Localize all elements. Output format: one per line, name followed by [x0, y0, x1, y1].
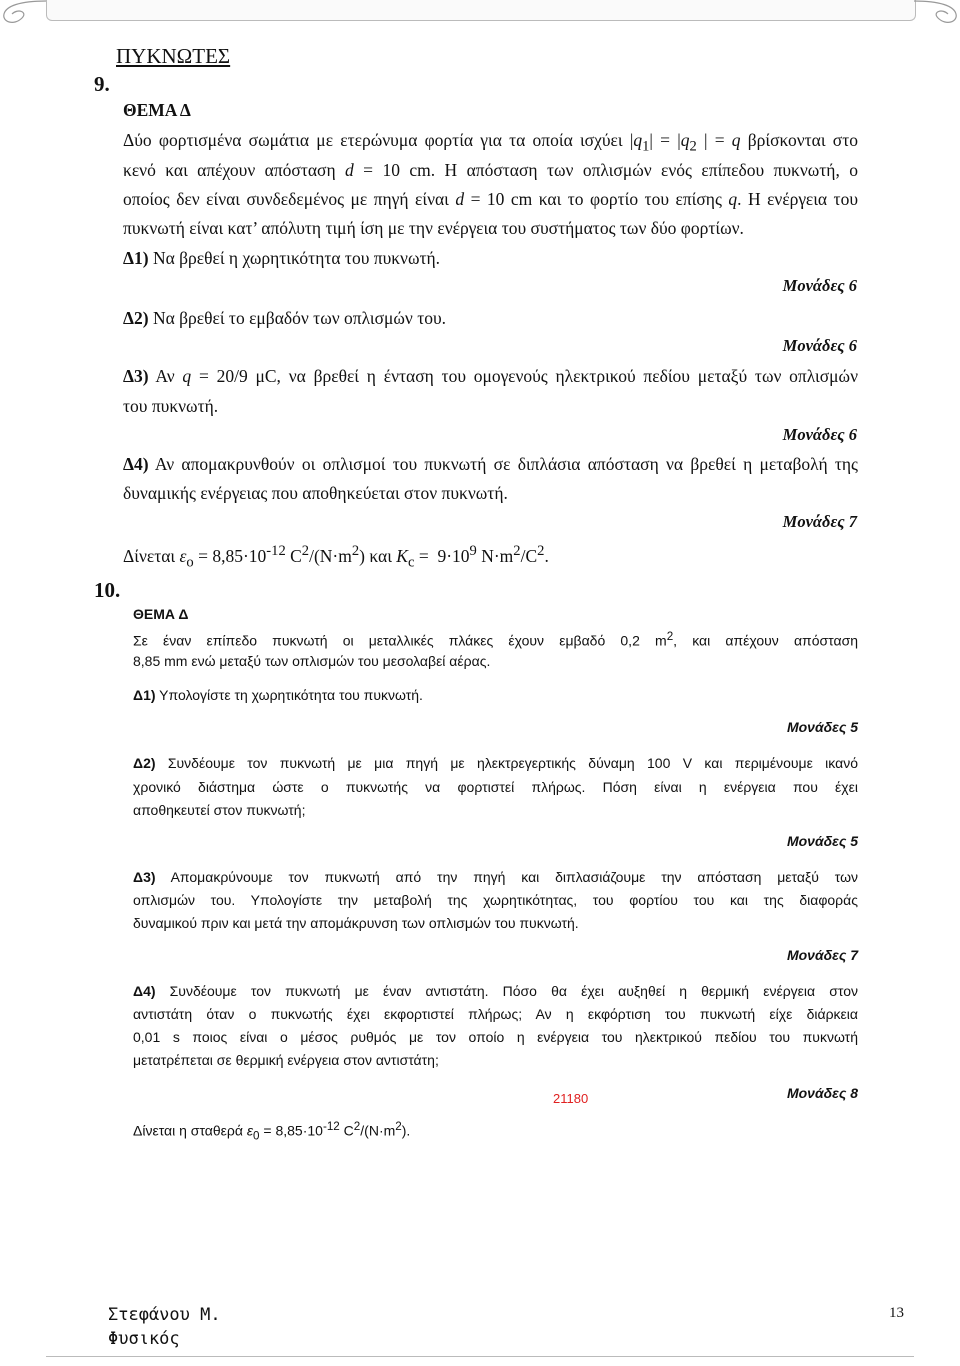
ex10-red-code: 21180 — [553, 1091, 589, 1106]
ex10-d3-line2: οπλισμών του. Υπολογίστε την μεταβολή της χωρητικότητας, του φορτίου του και της διαφοράς — [133, 892, 858, 908]
ex10-marks-d1: Μονάδες 5 — [786, 719, 858, 735]
page-curl-right-icon — [914, 0, 960, 30]
ex9-intro-line1: Δύο φορτισμένα σωμάτια με ετερώνυμα φορτία για τα οποία ισχύει $|q_1| = |q_2$ | = q βρίσκονται στο — [123, 130, 858, 155]
ex10-d4-line1: Δ4) Συνδέουμε τον πυκνωτή με έναν αντιστάτη. Πόσο θα έχει αυξηθεί η θερμική ενέργεια στον — [133, 983, 858, 999]
ex10-d4-line3: 0,01 s ποιος είναι ο μέσος ρυθμός με τον οποίο η ενέργεια του ηλεκτρικού πεδίου του πυκνωτή — [133, 1029, 858, 1045]
ex9-intro-line2: κενό και απέχουν απόσταση d = 10 cm. Η απόσταση των οπλισμών ενός επίπεδου πυκνωτή, ο — [123, 160, 858, 180]
ex10-marks-d2: Μονάδες 5 — [786, 833, 858, 849]
page-frame-top — [46, 0, 916, 21]
ex10-d1: Δ1) Υπολογίστε τη χωρητικότητα του πυκνωτή. — [133, 687, 423, 703]
ex9-marks-d1: Μονάδες 6 — [782, 276, 857, 295]
exercise-9-number: 9. — [94, 72, 110, 96]
ex9-d4-line1: Δ4) Αν απομακρυνθούν οι οπλισμοί του πυκνωτή σε διπλάσια απόσταση να βρεθεί η μεταβολή της — [123, 454, 858, 474]
ex10-d2-line1: Δ2) Συνδέουμε τον πυκνωτή με μια πηγή με ηλεκτρεγερτικής δύναμη 100 V και περιμένουμε ικανό — [133, 755, 858, 771]
ex9-theme: ΘΕΜΑ Δ — [123, 100, 191, 120]
ex9-marks-d2: Μονάδες 6 — [782, 336, 857, 355]
ex10-d2-line2: χρονικό διάστημα ώστε ο πυκνωτής να φορτιστεί πλήρως. Πόση είναι η ενέργεια που έχει — [133, 779, 858, 795]
ex10-d2-line3: αποθηκευτεί στον πυκνωτή; — [133, 802, 306, 818]
ex10-theme: ΘΕΜΑ Δ — [133, 606, 189, 622]
footer-author-name: Στεφάνου Μ. — [108, 1305, 221, 1325]
ex9-d2: Δ2) Να βρεθεί το εμβαδόν των οπλισμών του. — [123, 308, 447, 328]
ex9-d1: Δ1) Να βρεθεί η χωρητικότητα του πυκνωτή. — [123, 248, 441, 268]
ex10-intro-line1: Σε έναν επίπεδο πυκνωτή οι μεταλλικές πλάκες έχουν εμβαδό 0,2 $m^2$, και απέχουν απόσταση — [133, 630, 858, 649]
ex10-given-constant: Δίνεται η σταθερά $\varepsilon_0 = 8,85\cdot 10^{-12}$ $C^2/(N\cdot m^2)$. — [133, 1120, 411, 1143]
ex10-d4-line2: αντιστάτη όταν ο πυκνωτής έχει εκφορτιστεί πλήρως; Αν η εκφόρτιση του πυκνωτή είχε διάρκεια — [133, 1006, 858, 1022]
exercise-10-number: 10. — [94, 578, 121, 602]
ex9-marks-d4: Μονάδες 7 — [782, 512, 857, 531]
ex9-given-constants: Δίνεται $\varepsilon_o = 8,85\cdot 10^{-12}$ $C^2/(N\cdot m^2)$ και $K_c = 9\cdot 10^9$ $N\cdot m^2/C^2$. — [123, 543, 549, 571]
ex9-marks-d3: Μονάδες 6 — [782, 425, 857, 444]
ex10-marks-d4: Μονάδες 8 — [786, 1085, 858, 1101]
footer-author-title: Φυσικός — [108, 1329, 180, 1349]
page-frame-bottom — [46, 1356, 914, 1357]
ex10-intro-line2: 8,85 mm ενώ μεταξύ των οπλισμών του μεσολαβεί αέρας. — [133, 653, 491, 669]
ex9-intro-line3: οποίος δεν είναι συνδεδεμένος με πηγή είναι d = 10 cm και το φορτίο του επίσης q. Η ενέργεια του — [123, 189, 858, 209]
page-number: 13 — [889, 1305, 904, 1321]
ex10-d3-line3: δυναμικού πριν και μετά την απομάκρυνση των οπλισμών του πυκνωτή. — [133, 915, 579, 931]
ex9-d4-line2: δυναμικής ενέργειας που αποθηκεύεται στον πυκνωτή. — [123, 483, 508, 503]
ex9-d3-line2: του πυκνωτή. — [123, 396, 219, 416]
ex9-d3-line1: Δ3) Αν q = 20/9 μC, να βρεθεί η ένταση του ομογενούς ηλεκτρικού πεδίου μεταξύ των οπλισμών — [123, 366, 858, 386]
footer-author — [108, 1303, 221, 1351]
page-curl-left-icon — [0, 0, 46, 30]
ex10-d3-line1: Δ3) Απομακρύνουμε τον πυκνωτή από την πηγή και διπλασιάζουμε την απόσταση μεταξύ των — [133, 869, 858, 885]
page-title: ΠΥΚΝΩΤΕΣ — [116, 44, 231, 68]
ex9-intro-line4: πυκνωτή είναι κατ’ απόλυτη τιμή ίση με την ενέργεια του συστήματος των δύο φορτίων. — [123, 218, 744, 238]
ex10-d4-line4: μετατρέπεται σε θερμική ενέργεια στον αντιστάτη; — [133, 1052, 439, 1068]
ex10-marks-d3: Μονάδες 7 — [786, 947, 858, 963]
